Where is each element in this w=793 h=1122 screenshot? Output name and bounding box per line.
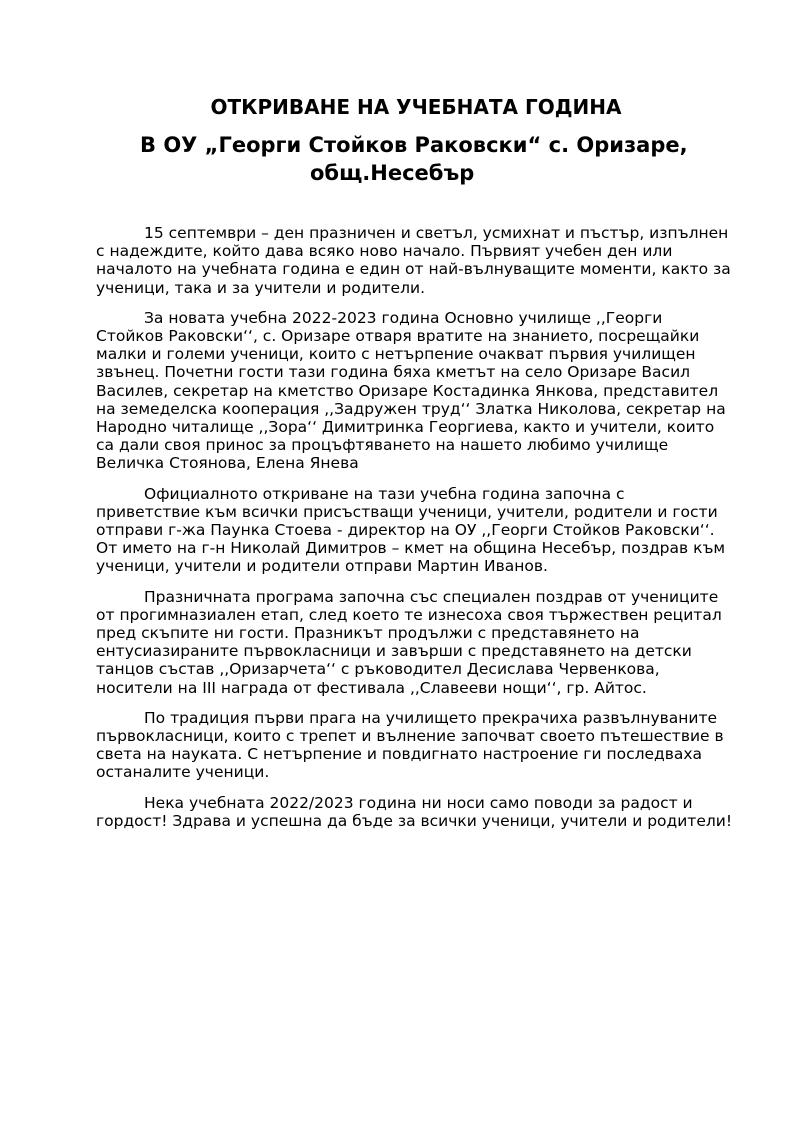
paragraph-line: От името на г-н Николай Димитров – кмет на община Несебър, поздрав към xyxy=(96,539,726,558)
paragraph-line: ученици, учители и родители отправи Мартин Иванов. xyxy=(96,557,548,576)
paragraph-line: Стойков Раковски‘‘, с. Оризаре отваря вратите на знанието, посрещайки xyxy=(96,327,700,346)
paragraph-line: на земеделска кооперация ,,Задружен труд‘‘ Златка Николова, секретар на xyxy=(96,399,726,418)
paragraph-line: По традиция първи прага на училището прекрачиха развълнуваните xyxy=(144,708,718,727)
paragraph-line: малки и големи ученици, които с нетърпение очакват първия училищен xyxy=(96,345,696,364)
document-subtitle xyxy=(140,131,710,187)
paragraph-2 xyxy=(96,308,726,473)
paragraph-line: 15 септември – ден празничен и светъл, усмихнат и пъстър, изпълнен xyxy=(144,224,729,242)
paragraph-1 xyxy=(96,224,731,297)
paragraph-line: гордост! Здрава и успешна да бъде за всички ученици, учители и родители! xyxy=(96,811,733,830)
paragraph-line: Василев, секретар на кметство Оризаре Костадинка Янкова, представител xyxy=(96,381,719,400)
paragraph-line: Официалното откриване на тази учебна година започна с xyxy=(144,484,625,503)
paragraph-line: Празничната програма започна със специален поздрав от учениците xyxy=(144,587,719,606)
paragraph-line: ученици, така и за учители и родители. xyxy=(96,278,425,297)
subtitle-line-municipality: общ.Несебър xyxy=(310,161,475,185)
paragraph-line: Нека учебната 2022/2023 година ни носи само поводи за радост и xyxy=(144,793,693,812)
subtitle-line-school: В ОУ „Георги Стойков Раковски“ с. Оризаре, xyxy=(140,133,688,157)
paragraph-line: Народно читалище ,,Зора‘‘ Димитринка Георгиева, както и учители, които xyxy=(96,418,715,437)
paragraph-line: отправи г-жа Паунка Стоева - директор на ОУ ,,Георги Стойков Раковски‘‘. xyxy=(96,521,715,540)
paragraph-line: началото на учебната година е един от най-вълнуващите моменти, както за xyxy=(96,260,731,279)
paragraph-line: са дали своя принос за процъфтяването на нашето любимо училище xyxy=(96,436,669,455)
paragraph-5 xyxy=(96,708,724,782)
paragraph-line: танцов състав ,,Оризарчета‘‘ с ръководител Десислава Червенкова, xyxy=(96,660,660,679)
paragraph-line: пред скъпите ни гости. Празникът продължи с представянето на xyxy=(96,624,640,643)
paragraph-line: останалите ученици. xyxy=(96,763,270,782)
paragraph-line: ентусиазираните първокласници и завърши с представянето на детски xyxy=(96,642,692,661)
document-title: ОТКРИВАНЕ НА УЧЕБНАТА ГОДИНА xyxy=(210,95,622,119)
paragraph-4 xyxy=(96,587,722,697)
paragraph-line: света на науката. С нетърпение и повдигнато настроение ги последваха xyxy=(96,745,703,764)
paragraph-line: За новата учебна 2022-2023 година Основно училище ,,Георги xyxy=(144,308,663,327)
paragraph-line: приветствие към всички присъстващи ученици, учители, родители и гости xyxy=(96,502,718,521)
paragraph-line: с надеждите, който дава всяко ново начало. Първият учебен ден или xyxy=(96,242,673,261)
paragraph-line: от прогимназиален етап, след което те изнесоха своя тържествен рецитал xyxy=(96,605,722,624)
paragraph-line: звънец. Почетни гости тази година бяха кметът на село Оризаре Васил xyxy=(96,363,691,382)
paragraph-line: Величка Стоянова, Елена Янева xyxy=(96,454,359,473)
paragraph-3 xyxy=(96,484,726,576)
paragraph-line: първокласници, които с трепет и вълнение започват своето пътешествие в xyxy=(96,727,724,746)
paragraph-6 xyxy=(96,793,733,830)
document-body xyxy=(96,224,733,842)
paragraph-line: носители на III награда от фестивала ,,Славееви нощи‘‘, гр. Айтос. xyxy=(96,678,647,697)
